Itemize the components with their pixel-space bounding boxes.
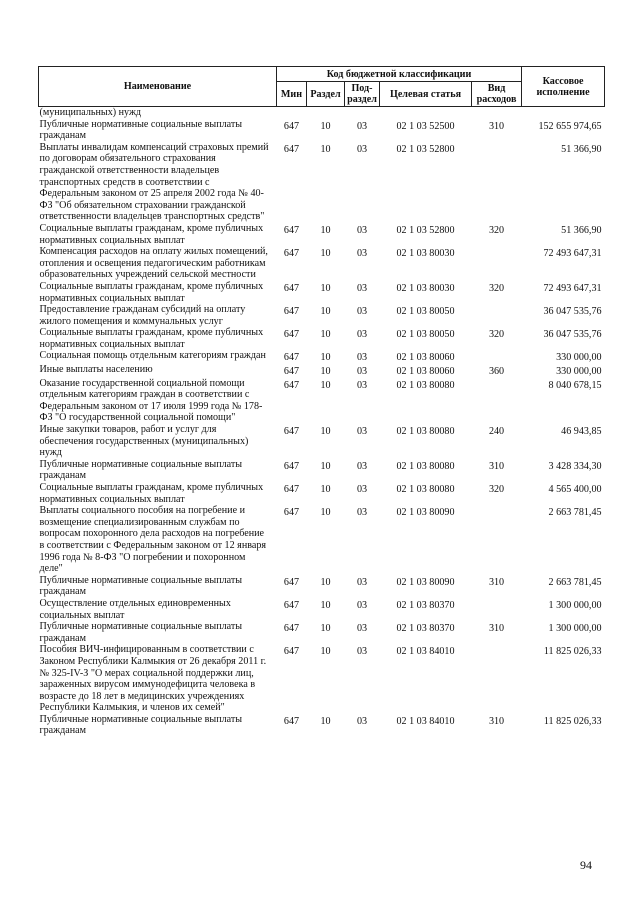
row-min: 647 <box>283 460 300 472</box>
row-razdel: 10 <box>320 646 331 658</box>
table-row <box>39 482 605 505</box>
row-vid: 310 <box>488 120 505 132</box>
row-amount: 2 663 781,45 <box>548 507 602 519</box>
table-row <box>39 644 605 714</box>
row-min <box>277 107 307 119</box>
row-target: 02 1 03 80030 <box>396 248 455 260</box>
table-row <box>39 575 605 598</box>
column-header-podrazdel: Под- раздел <box>345 82 380 107</box>
row-name: Предоставление гражданам субсидий на оплату жилого помещения и коммунальных услуг <box>39 304 246 327</box>
row-name: Публичные нормативные социальные выплаты гражданам <box>39 458 243 482</box>
table-row <box>39 378 605 424</box>
row-min: 647 <box>283 143 300 155</box>
row-podrazdel: 03 <box>356 507 368 519</box>
row-razdel: 10 <box>320 484 331 495</box>
row-vid <box>472 505 522 575</box>
row-razdel: 10 <box>320 329 331 341</box>
row-amount: 72 493 647,31 <box>543 282 602 294</box>
row-name: (муниципальных) нужд <box>39 107 142 118</box>
row-target: 02 1 03 52500 <box>396 120 455 132</box>
row-name: Оказание государственной социальной помощи отдельным категориям граждан в соответствии с Федеральным законом от 17 июля 1999 года № 178-ФЗ "О государственной социальной помощи" <box>39 377 263 424</box>
row-target: 02 1 03 80090 <box>396 507 455 519</box>
row-vid: 310 <box>488 460 505 472</box>
row-podrazdel: 03 <box>356 576 368 588</box>
row-min: 647 <box>283 120 300 132</box>
row-podrazdel: 03 <box>356 379 368 391</box>
table-row <box>39 304 605 327</box>
table-row <box>39 364 605 378</box>
row-target: 02 1 03 80080 <box>396 426 455 438</box>
row-name: Компенсация расходов на оплату жилых помещений, отопления и освещения педагогическим работникам образовательных учреждений сельской местности <box>39 246 268 281</box>
row-podrazdel: 03 <box>356 224 368 236</box>
column-header-min: Мин <box>277 82 307 107</box>
row-amount: 72 493 647,31 <box>543 248 602 260</box>
table-row <box>39 598 605 621</box>
row-min: 647 <box>283 623 300 635</box>
row-amount: 2 663 781,45 <box>548 576 602 588</box>
row-amount: 152 655 974,65 <box>538 120 602 132</box>
row-name: Социальные выплаты гражданам, кроме публичных нормативных социальных выплат <box>39 280 264 304</box>
row-name: Осуществление отдельных единовременных социальных выплат <box>39 597 231 621</box>
row-amount: 51 366,90 <box>561 143 602 155</box>
column-header-vid: Вид расходов <box>472 82 522 107</box>
page-number: 94 <box>580 858 592 872</box>
row-amount: 51 366,90 <box>561 224 602 236</box>
row-vid: 240 <box>488 426 505 438</box>
row-amount: 46 943,85 <box>561 426 602 438</box>
row-vid <box>472 644 522 714</box>
row-vid <box>472 598 522 621</box>
row-razdel: 10 <box>320 715 331 727</box>
row-podrazdel: 03 <box>356 120 368 132</box>
row-vid <box>472 304 522 327</box>
row-min: 647 <box>283 576 300 588</box>
row-podrazdel: 03 <box>356 426 368 438</box>
row-vid: 320 <box>488 282 505 294</box>
row-vid: 320 <box>488 329 505 341</box>
row-vid: 310 <box>488 623 505 635</box>
row-target: 02 1 03 80050 <box>396 329 455 341</box>
row-target: 02 1 03 80030 <box>396 282 455 294</box>
row-amount: 8 040 678,15 <box>548 379 602 391</box>
row-razdel: 10 <box>320 282 331 294</box>
row-name: Социальные выплаты гражданам, кроме публичных нормативных социальных выплат <box>39 482 264 505</box>
row-podrazdel: 03 <box>356 352 368 364</box>
row-name: Социальные выплаты гражданам, кроме публичных нормативных социальных выплат <box>39 222 264 246</box>
row-target: 02 1 03 80370 <box>396 623 455 635</box>
row-amount: 36 047 535,76 <box>543 329 602 341</box>
table-row <box>39 714 605 737</box>
row-razdel: 10 <box>320 306 331 318</box>
row-razdel: 10 <box>320 379 331 391</box>
row-podrazdel: 03 <box>356 715 368 727</box>
row-target: 02 1 03 80060 <box>396 366 455 378</box>
row-name: Иные выплаты населению <box>39 364 153 376</box>
row-amount: 3 428 334,30 <box>548 460 602 472</box>
table-row <box>39 142 605 223</box>
budget-table <box>38 66 605 737</box>
row-target: 02 1 03 80060 <box>396 352 455 364</box>
row-target: 02 1 03 52800 <box>396 224 455 236</box>
row-razdel: 10 <box>320 224 331 236</box>
column-group-header: Код бюджетной классификации <box>277 67 522 82</box>
row-razdel: 10 <box>320 120 331 132</box>
row-podrazdel: 03 <box>356 599 368 611</box>
row-name: Выплаты инвалидам компенсаций страховых премий по договорам обязательного страхования гражданской ответственности владельцев транспортных средств в соответствии с Федеральным законом от 25 апреля 2002 года № 40-ФЗ "Об обязательном страховании гражданской ответственности владельцев транспортных средств" <box>39 141 269 223</box>
column-header-razdel: Раздел <box>307 82 345 107</box>
row-podrazdel: 03 <box>356 460 368 472</box>
table-row <box>39 223 605 246</box>
row-vid: 310 <box>488 715 505 727</box>
row-target <box>380 107 472 119</box>
row-min: 647 <box>283 599 300 611</box>
row-vid: 360 <box>488 366 505 378</box>
row-name: Социальная помощь отдельным категориям граждан <box>39 350 266 362</box>
table-row <box>39 505 605 575</box>
row-razdel: 10 <box>320 143 331 155</box>
table-row <box>39 281 605 304</box>
table-row <box>39 107 605 119</box>
row-razdel: 10 <box>320 507 331 519</box>
row-target: 02 1 03 84010 <box>396 715 455 727</box>
table-row <box>39 621 605 644</box>
table-row <box>39 350 605 364</box>
row-razdel: 10 <box>320 599 331 611</box>
row-min: 647 <box>283 282 300 294</box>
row-vid <box>472 246 522 281</box>
row-vid: 320 <box>488 224 505 236</box>
row-min: 647 <box>283 379 300 391</box>
row-amount <box>522 107 605 119</box>
row-podrazdel: 03 <box>356 143 368 155</box>
row-amount: 1 300 000,00 <box>548 623 602 635</box>
row-podrazdel: 03 <box>356 306 368 318</box>
row-target: 02 1 03 84010 <box>396 646 455 658</box>
row-podrazdel: 03 <box>356 484 368 495</box>
row-vid <box>472 107 522 119</box>
row-amount: 4 565 400,00 <box>548 484 602 495</box>
row-vid: 310 <box>488 576 505 588</box>
row-razdel: 10 <box>320 460 331 472</box>
row-razdel: 10 <box>320 426 331 438</box>
row-min: 647 <box>283 329 300 341</box>
row-razdel <box>307 107 345 119</box>
row-min: 647 <box>283 426 300 438</box>
row-target: 02 1 03 80080 <box>396 484 455 495</box>
table-row <box>39 246 605 281</box>
row-amount: 36 047 535,76 <box>543 306 602 318</box>
row-name: Иные закупки товаров, работ и услуг для обеспечения государственных (муниципальных) нужд <box>39 424 249 459</box>
row-name: Пособия ВИЧ-инфицированным в соответствии с Законом Республики Калмыкия от 26 декабря 2011 г. № 325-IV-З "О мерах социальной поддержки лиц, зараженных вирусом иммунодефицита человека в возрасте до 18 лет в медицинских учреждениях Республики Калмыкия, и членов их семей" <box>39 644 267 714</box>
row-name: Выплаты социального пособия на погребение и возмещение специализированным службам по вопросам похоронного дела расходов на погребение в соответствии с Федеральным законом от 12 января 1996 года № 8-ФЗ "О погребении и похоронном деле" <box>39 505 267 575</box>
row-min: 647 <box>283 507 300 519</box>
column-header-name: Наименование <box>39 67 277 107</box>
row-name: Публичные нормативные социальные выплаты гражданам <box>39 621 243 644</box>
table-row <box>39 424 605 459</box>
table-row <box>39 119 605 142</box>
row-vid: 320 <box>488 484 505 495</box>
row-podrazdel: 03 <box>356 329 368 341</box>
row-podrazdel <box>345 107 380 119</box>
row-min: 647 <box>283 646 300 658</box>
row-min: 647 <box>283 306 300 318</box>
row-razdel: 10 <box>320 576 331 588</box>
row-amount: 1 300 000,00 <box>548 599 602 611</box>
row-min: 647 <box>283 248 300 260</box>
row-name: Публичные нормативные социальные выплаты гражданам <box>39 713 243 737</box>
row-razdel: 10 <box>320 366 331 378</box>
row-min: 647 <box>283 484 300 495</box>
row-name: Публичные нормативные социальные выплаты гражданам <box>39 574 243 598</box>
row-target: 02 1 03 80090 <box>396 576 455 588</box>
row-name: Социальные выплаты гражданам, кроме публичных нормативных социальных выплат <box>39 327 264 350</box>
row-vid <box>472 350 522 364</box>
row-vid <box>472 378 522 424</box>
row-min: 647 <box>283 224 300 236</box>
row-target: 02 1 03 80050 <box>396 306 455 318</box>
row-razdel: 10 <box>320 623 331 635</box>
row-amount: 11 825 026,33 <box>543 646 602 658</box>
row-target: 02 1 03 80080 <box>396 379 455 391</box>
row-podrazdel: 03 <box>356 282 368 294</box>
row-amount: 330 000,00 <box>556 366 602 378</box>
row-min: 647 <box>283 715 300 727</box>
row-min: 647 <box>283 366 300 378</box>
row-podrazdel: 03 <box>356 366 368 378</box>
column-header-target: Целевая статья <box>380 82 472 107</box>
table-body <box>39 107 605 738</box>
table-row <box>39 459 605 482</box>
table-header <box>39 67 605 107</box>
row-vid <box>472 142 522 223</box>
row-amount: 330 000,00 <box>556 352 602 364</box>
row-razdel: 10 <box>320 248 331 260</box>
table-row <box>39 327 605 350</box>
row-target: 02 1 03 80370 <box>396 599 455 611</box>
column-header-amount: Кассовое исполнение <box>522 67 605 107</box>
row-min: 647 <box>283 352 300 364</box>
row-target: 02 1 03 52800 <box>396 143 455 155</box>
row-podrazdel: 03 <box>356 248 368 260</box>
row-podrazdel: 03 <box>356 646 368 658</box>
row-podrazdel: 03 <box>356 623 368 635</box>
row-name: Публичные нормативные социальные выплаты гражданам <box>39 118 243 142</box>
row-target: 02 1 03 80080 <box>396 460 455 472</box>
row-amount: 11 825 026,33 <box>543 715 602 727</box>
row-razdel: 10 <box>320 352 331 364</box>
